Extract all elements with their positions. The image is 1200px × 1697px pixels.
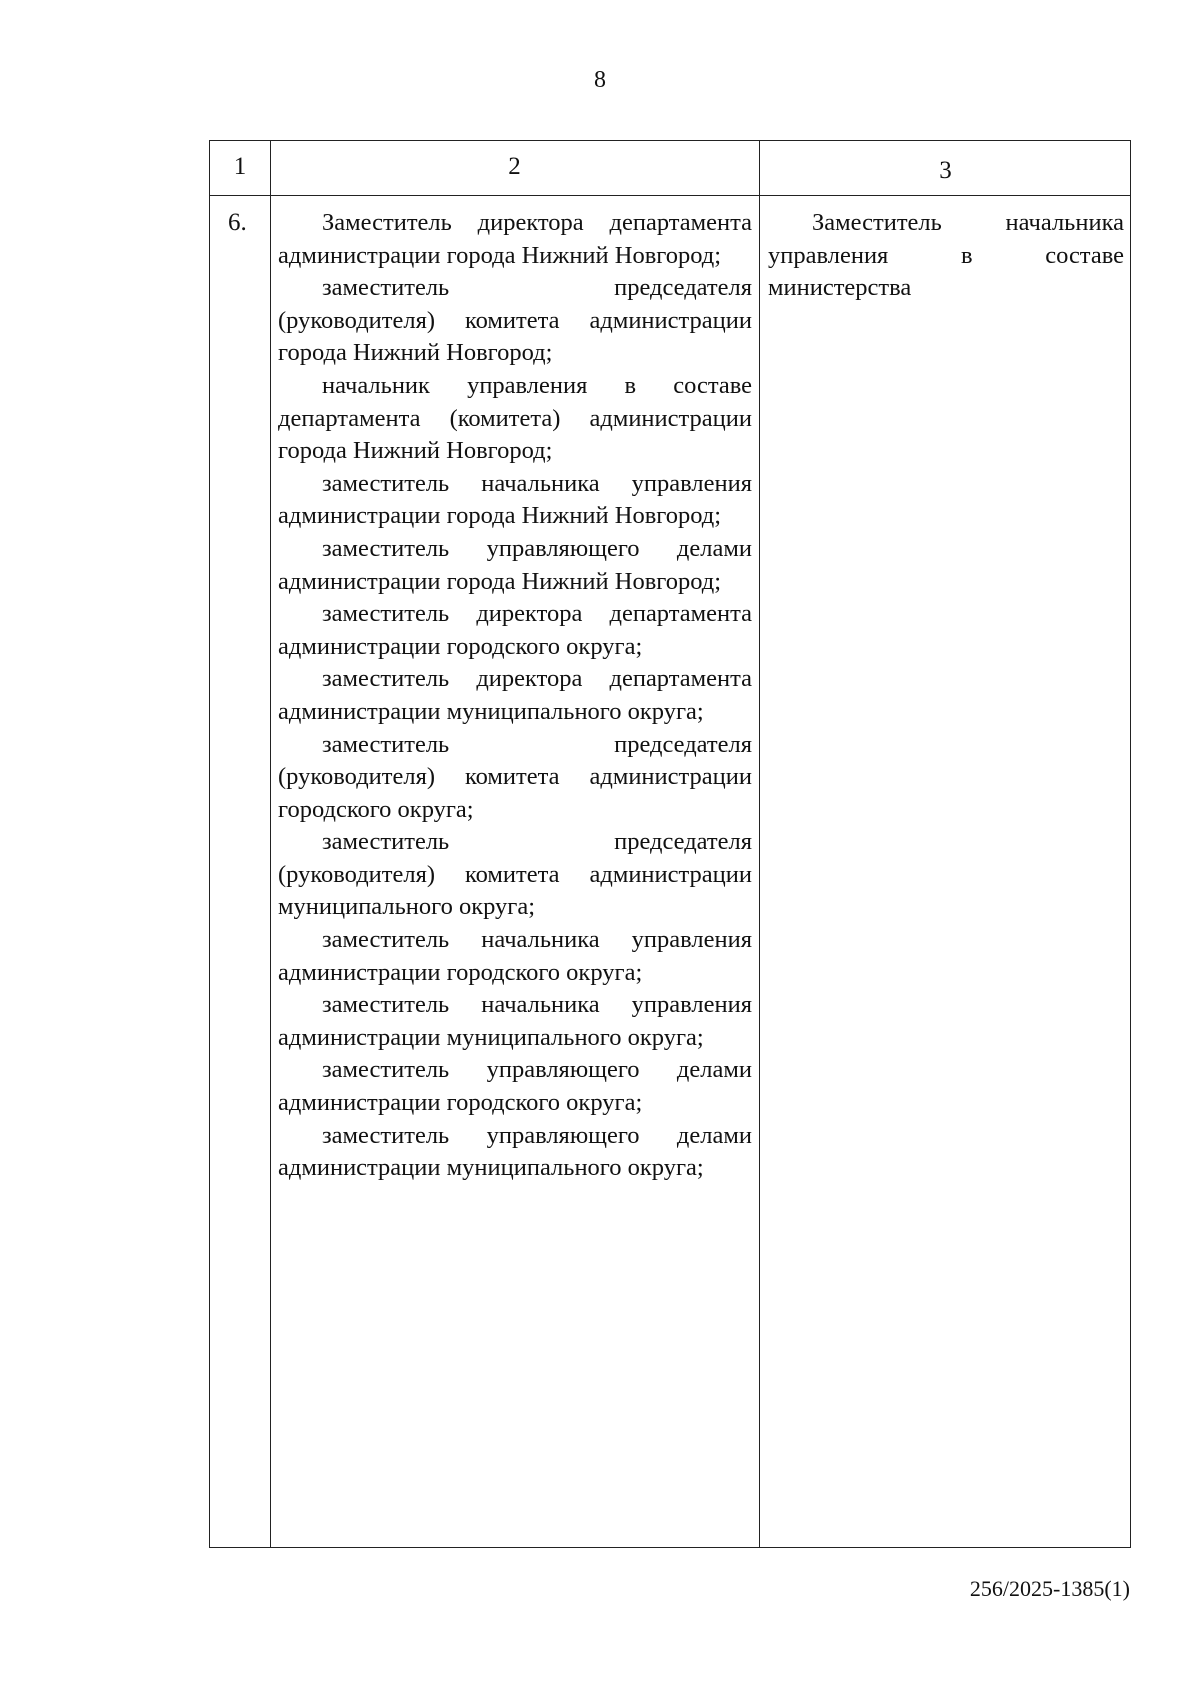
column-header-3: 3 [939, 157, 952, 184]
position-item: начальник управления в составе департамента (комитета) администрации города Нижний Новгород; [278, 371, 752, 465]
municipal-positions-cell [278, 207, 752, 1185]
position-item: заместитель начальника управления администрации городского округа; [278, 926, 752, 986]
position-item: заместитель директора департамента администрации муниципального округа; [278, 665, 752, 725]
position-item: заместитель управляющего делами администрации города Нижний Новгород; [278, 534, 752, 595]
document-code: 256/2025-1385(1) [969, 1576, 1130, 1601]
column-divider [270, 141, 271, 1547]
position-item: заместитель начальника управления администрации муниципального округа; [278, 991, 752, 1051]
equivalent-position: Заместитель начальника управления в составе министерства [768, 209, 1124, 302]
position-item: заместитель председателя (руководителя) комитета администрации города Нижний Новгород; [278, 274, 752, 367]
position-item: заместитель управляющего делами администрации муниципального округа; [278, 1121, 752, 1182]
position-item: заместитель председателя (руководителя) комитета администрации городского округа; [278, 730, 752, 823]
position-item: заместитель председателя (руководителя) комитета администрации муниципального округа; [278, 828, 752, 921]
page-number: 8 [594, 67, 606, 93]
position-item: заместитель управляющего делами администрации городского округа; [278, 1056, 752, 1117]
header-divider [210, 195, 1130, 196]
position-item: заместитель начальника управления администрации города Нижний Новгород; [278, 469, 752, 530]
column-header-2: 2 [508, 153, 521, 180]
position-item: Заместитель директора департамента администрации города Нижний Новгород; [278, 209, 752, 269]
column-header-1: 1 [233, 153, 247, 180]
row-number: 6. [228, 209, 247, 236]
state-position-cell [768, 207, 1124, 305]
positions-table [209, 140, 1131, 1548]
position-item: заместитель директора департамента администрации городского округа; [278, 600, 752, 660]
column-divider [759, 141, 760, 1547]
